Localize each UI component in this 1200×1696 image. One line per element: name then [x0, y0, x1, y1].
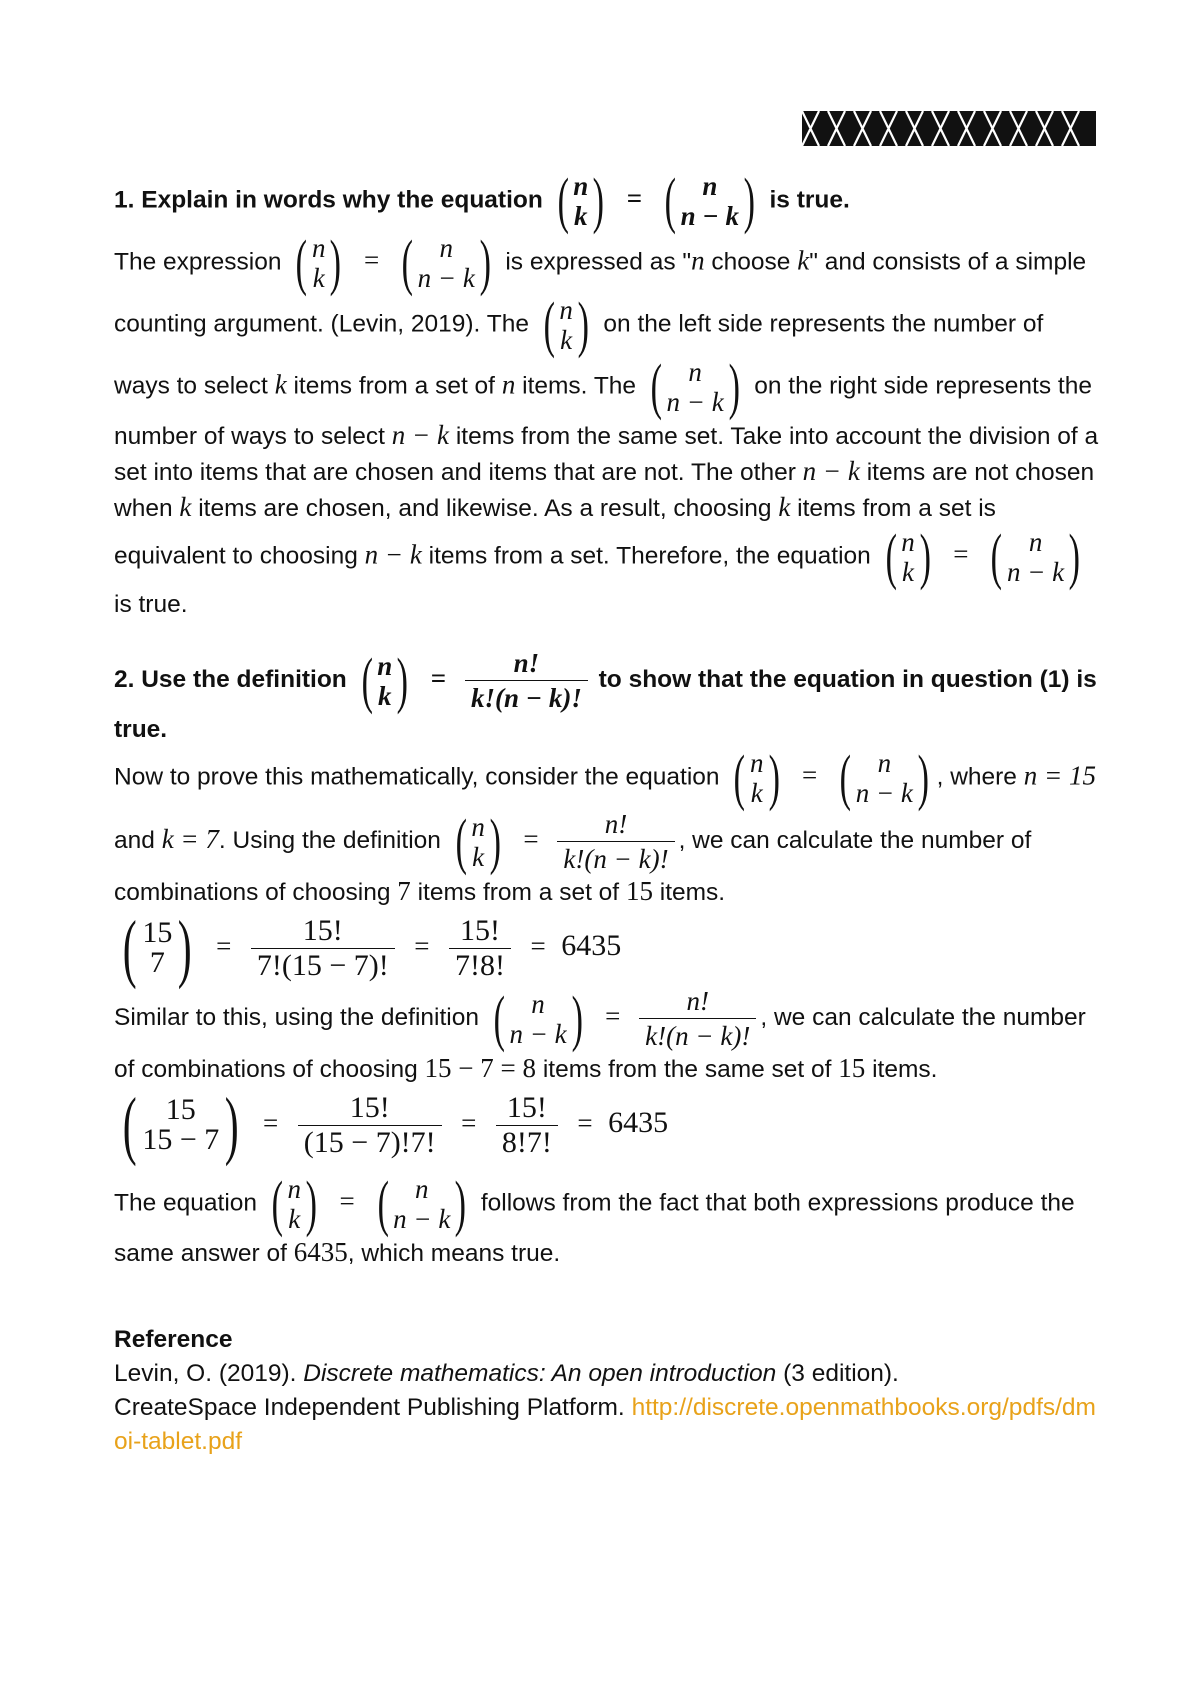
question-1-heading: 1. Explain in words why the equation ( n k ) = ( n n − k ) is true. [114, 167, 850, 235]
question-2-heading: 2. Use the definition ( n k ) = $\frac{n!}{k!(n - k)!}$ to show that the equation in question (1) is true. [114, 646, 1097, 743]
equation-2: ( 15 15 − 7 ) = $\frac{15!}{(15 - 7)!7!}$ = $\frac{15!}{8!7!}$ = 6435 [122, 1083, 669, 1167]
q1-heading-text: 1. Explain in words why the equation [114, 186, 543, 214]
equation-1-result: 6435 [561, 928, 622, 962]
document-body [114, 167, 1104, 1459]
reference-book-title: Discrete mathematics: An open introduction [303, 1360, 777, 1387]
redacted-block [802, 111, 1096, 146]
reference-section [114, 1323, 1104, 1459]
binom-n-n-minus-k: ( n n − k ) [664, 167, 756, 235]
q2-conclusion-paragraph: The equation ( n k ) = ( n n − k ) follows from the fact that both expressions produce the same answer of 6435, which means true. [114, 1170, 1075, 1267]
reference-url-link[interactable]: http://discrete.openmathbooks.org/pdfs/dmoi-tablet.pdf [114, 1394, 1096, 1455]
q2-answer-paragraph-2: Similar to this, using the definition ( n n − k ) = $\frac{n!}{k!(n - k)!}$ , we can calculate the number of combinations of choosing 15 − 7 = 8 items from the same set of 15 items. [114, 984, 1086, 1083]
binom-n-k: ( n k ) [557, 167, 605, 235]
q1-heading-suffix: is true. [769, 186, 850, 214]
reference-title: Reference [114, 1326, 233, 1353]
equation-1: ( 15 7 ) = $\frac{15!}{7!(15 - 7)!}$ = $\frac{15!}{7!8!}$ = 6435 [122, 906, 622, 990]
q2-answer-paragraph-1: Now to prove this mathematically, consider the equation ( n k ) = ( n n − k ) , where n = 15 and k = 7. Using the definition ( n k ) = $\frac{n!}{k!(n - k)!}$ , we can calculate the number of combinations of choosing 7 items from a set of 15 items. [114, 744, 1096, 906]
definition-fraction: $\frac{n!}{k!(n - k)!}$ [465, 648, 588, 713]
redaction-pattern-icon [802, 111, 1096, 146]
reference-entry: Levin, O. (2019). Discrete mathematics: An open introduction (3 edition). CreateSpace Independent Publishing Platform. http://discrete.openmathbooks.org/pdfs/dmoi-tablet.pdf [114, 1360, 1096, 1455]
q1-answer-paragraph: The expression ( n k ) = ( n n − k ) is expressed as "n choose k" and consists of a simple counting argument. (Levin, 2019). The ( n k ) on the left side represents the number of ways to select k items from a set of n items. The ( n n − k ) on the right side represents the number of ways to select n − k items from the same set. Take into account the division of a set into items that are chosen and items that are not. The other n − k items are not chosen when k items are chosen, and likewise. As a result, choosing k items from a set is equivalent to choosing n − k items from a set. Therefore, the equation ( n k ) = ( n n − k ) is true. [114, 229, 1099, 618]
equation-2-result: 6435 [608, 1105, 669, 1139]
